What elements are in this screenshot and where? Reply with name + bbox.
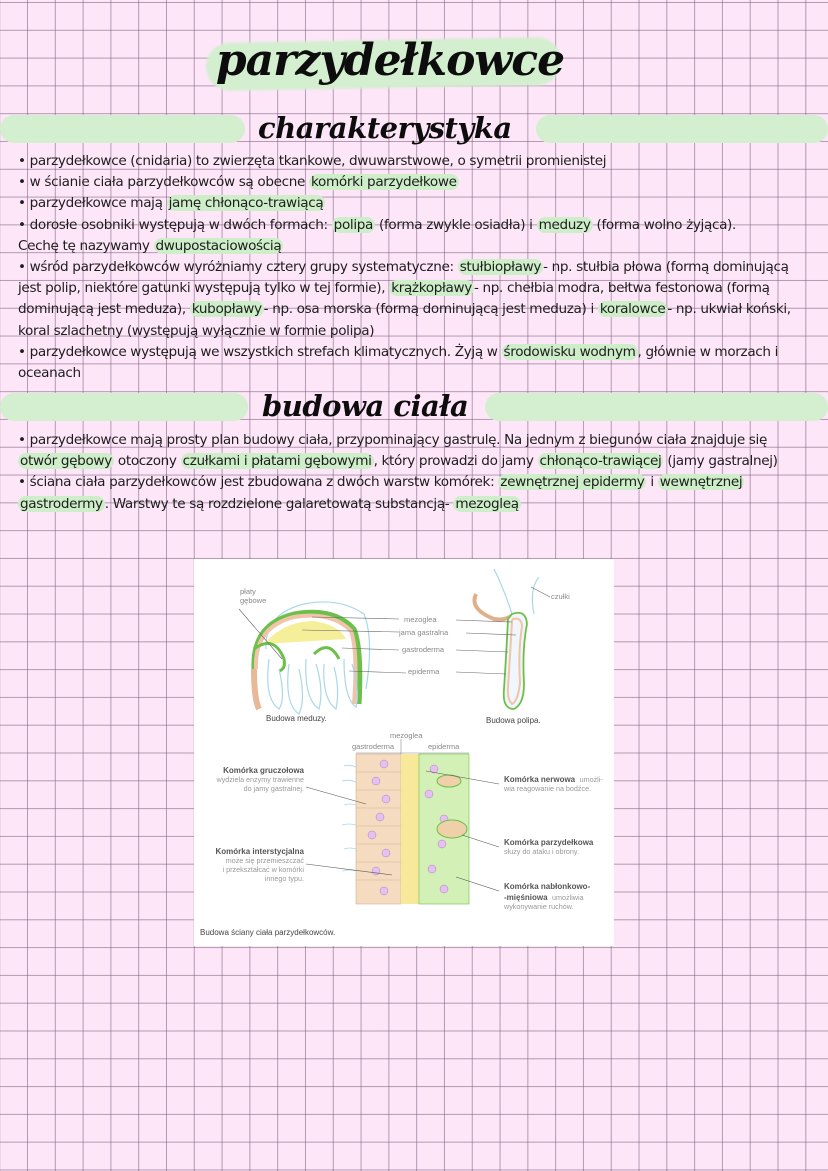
highlighted-term: dwupostaciowością — [155, 237, 282, 254]
text-line — [18, 236, 818, 257]
label-platy: płaty — [240, 587, 256, 596]
text-segment: (forma zwykle osiadła) i — [375, 216, 537, 233]
highlighted-term: mezogleą — [455, 495, 519, 512]
text-segment: - np. chełbia modra, bełtwa festonowa (formą — [473, 280, 770, 297]
label-mezoglea: mezoglea — [404, 615, 437, 624]
text-segment: koral szlachetny (występują wyłącznie w formie polipa) — [18, 322, 375, 339]
text-line — [18, 321, 818, 342]
cell-nablonkowo-miesniowa: Komórka nabłonkowo- -mięśniowa umożliwia wykonywanie ruchów. — [504, 882, 591, 911]
text-segment: - np. osa morska (formą dominującą jest meduza) i — [263, 301, 598, 318]
text-segment: (jamy gastralnej) — [663, 453, 778, 470]
cell-parzydelkowa: Komórka parzydełkowa służy do ataku i obrony. — [504, 838, 594, 856]
anatomy-diagram — [194, 559, 614, 946]
wall-label-mezoglea: mezoglea — [390, 731, 423, 740]
wall-label-gastroderma: gastroderma — [352, 742, 395, 751]
text-line — [18, 430, 818, 451]
label-gastroderma: gastroderma — [402, 645, 445, 654]
text-segment: , który prowadzi do jamy — [373, 453, 538, 470]
text-line — [18, 172, 818, 193]
section-body-charakterystyka — [18, 151, 818, 384]
text-line — [18, 472, 818, 493]
highlighted-term: meduzy — [538, 216, 591, 233]
caption-body-wall: Budowa ściany ciała parzydełkowców. — [200, 928, 336, 937]
section-heading-budowa-ciala: budowa ciała — [262, 389, 469, 423]
text-segment: , głównie w morzach i — [637, 343, 779, 360]
highlighted-term: chłonąco-trawiącej — [539, 453, 662, 470]
medusa-drawing — [239, 602, 406, 714]
text-segment: - np. ukwiał koński, — [667, 301, 791, 318]
heading-band-left — [0, 393, 248, 421]
body-wall-drawing — [306, 739, 499, 904]
text-segment: • parzydełkowce występują we wszystkich strefach klimatycznych. Żyją w — [18, 343, 502, 360]
text-line — [18, 451, 818, 472]
section-body-budowa-ciala — [18, 430, 818, 515]
text-line — [18, 363, 818, 384]
label-epiderma: epiderma — [408, 667, 440, 676]
highlighted-term: środowisku wodnym — [503, 343, 636, 360]
text-segment: • parzydełkowce mają — [18, 195, 167, 212]
highlighted-term: czułkami i płatami gębowymi — [182, 453, 372, 470]
text-line — [18, 494, 818, 515]
text-segment: (forma wolno żyjąca). — [592, 216, 736, 233]
text-line — [18, 299, 818, 320]
highlighted-term: wewnętrznej — [659, 474, 743, 491]
text-segment: . Warstwy te są rozdzielone galaretowatą substancją- — [104, 495, 454, 512]
highlighted-term: koralowce — [599, 301, 666, 318]
text-segment: • ściana ciała parzydełkowców jest zbudowana z dwóch warstw komórek: — [18, 474, 499, 491]
cell-interstycjalna: Komórka interstycjalna może się przemieszczać i przekształcać w komórki innego typu. — [215, 847, 304, 883]
text-segment: • wśród parzydełkowców wyróżniamy cztery grupy systematyczne: — [18, 258, 458, 275]
caption-polyp: Budowa polipa. — [486, 716, 541, 725]
text-segment: • dorosłe osobniki występują w dwóch formach: — [18, 216, 332, 233]
polyp-drawing — [456, 569, 550, 709]
highlighted-term: kubopławy — [191, 301, 262, 318]
highlighted-term: stułbiopławy — [459, 258, 542, 275]
text-line — [18, 342, 818, 363]
label-jama-gastralna: jama gastralna — [399, 628, 449, 637]
text-segment: i — [646, 474, 658, 491]
cell-gruczolowa: Komórka gruczołowa wydziela enzymy trawienne do jamy gastralnej. — [216, 766, 304, 793]
label-czulki: czułki — [551, 592, 570, 601]
heading-band-right — [485, 393, 828, 421]
highlighted-term: krążkopławy — [391, 280, 472, 297]
text-segment: • w ścianie ciała parzydełkowców są obecne — [18, 174, 310, 191]
text-line — [18, 193, 818, 214]
highlighted-term: jamę chłonąco-trawiącą — [168, 195, 324, 212]
text-segment: dominującą jest meduza), — [18, 301, 190, 318]
section-heading-charakterystyka: charakterystyka — [258, 111, 512, 145]
text-segment: • parzydełkowce (cnidaria) to zwierzęta tkankowe, dwuwarstwowe, o symetrii promienistej — [18, 153, 607, 169]
highlighted-term: zewnętrznej epidermy — [500, 474, 645, 491]
heading-band-right — [536, 115, 828, 143]
text-line — [18, 215, 818, 236]
text-segment: jest polip, niektóre gatunki występują tylko w tej formie), — [18, 280, 390, 297]
text-segment: - np. stułbia płowa (formą dominującą — [543, 258, 789, 275]
text-segment: • parzydełkowce mają prosty plan budowy ciała, przypominający gastrulę. Na jednym z biegunów ciała znajduje się — [18, 432, 767, 448]
cell-nerwowa: Komórka nerwowa umożli- wia reagowanie na bodźce. — [504, 775, 603, 793]
page-title-block — [200, 30, 580, 92]
caption-medusa: Budowa meduzy. — [266, 714, 327, 723]
wall-label-epiderma: epiderma — [428, 742, 460, 751]
heading-band-left — [0, 115, 245, 143]
text-segment: oceanach — [18, 364, 81, 381]
highlighted-term: polipa — [333, 216, 374, 233]
text-segment: otoczony — [113, 453, 181, 470]
highlighted-term: otwór gębowy — [20, 453, 112, 470]
page-title: parzydełkowce — [215, 35, 565, 86]
text-segment: Cechę tę nazywamy — [18, 237, 154, 254]
highlighted-term: gastrodermy — [20, 495, 103, 512]
text-line — [18, 257, 818, 278]
highlighted-term: komórki parzydełkowe — [311, 174, 457, 191]
label-gebowe: gębowe — [240, 596, 267, 605]
text-line — [18, 151, 818, 172]
text-line — [18, 278, 818, 299]
